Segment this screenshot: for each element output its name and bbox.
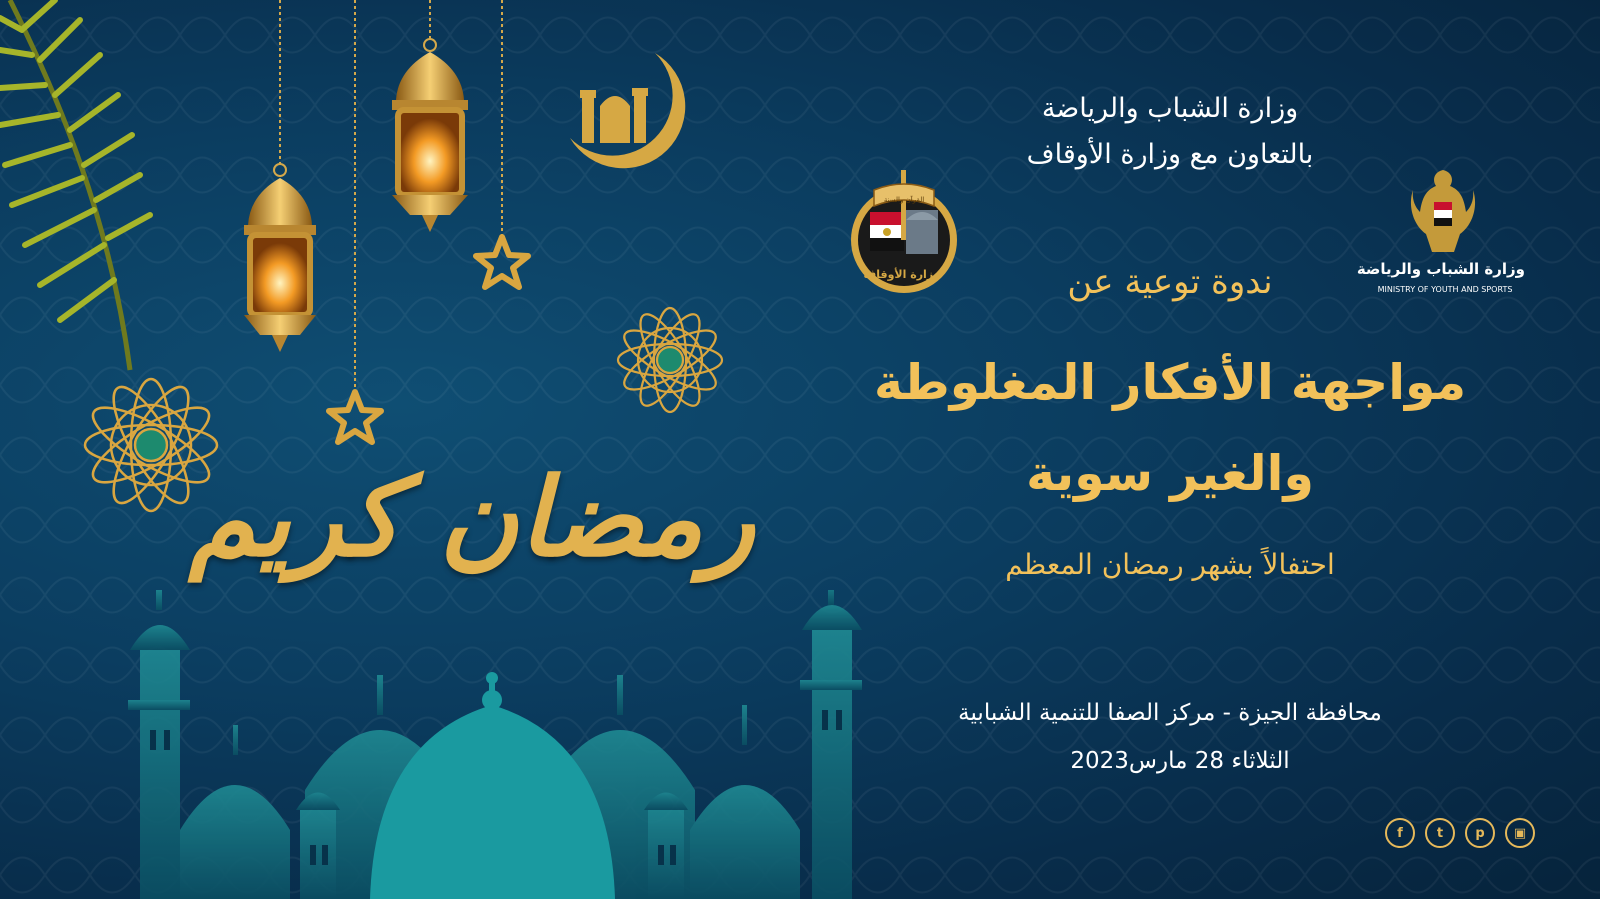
pinterest-icon[interactable]: p (1465, 818, 1495, 848)
youth-logo-name-ar: وزارة الشباب والرياضة (1356, 260, 1525, 278)
event-title-line1: مواجهة الأفكار المغلوطة (873, 354, 1467, 411)
event-title-line2: والغير سوية (1026, 445, 1314, 502)
lantern-left (244, 164, 316, 352)
youth-logo-name-en: MINISTRY OF YOUTH AND SPORTS (1377, 285, 1513, 294)
star-right (476, 237, 528, 287)
event-subtitle: ندوة توعية عن (1067, 262, 1273, 302)
social-icons (1385, 818, 1535, 848)
event-date: الثلاثاء 28 مارس2023 (1070, 748, 1290, 774)
ministry-header (990, 86, 1350, 178)
lantern-right (392, 39, 468, 232)
eagle-icon (1410, 168, 1476, 256)
twitter-icon[interactable]: t (1425, 818, 1455, 848)
ramadan-kareem-calligraphy: رمضان كريم (188, 455, 755, 581)
header-line1: وزارة الشباب والرياضة (1041, 93, 1299, 124)
instagram-icon[interactable]: ▣ (1505, 818, 1535, 848)
header-line2: بالتعاون مع وزارة الأوقاف (1026, 139, 1314, 170)
palm-leaf (0, 0, 160, 380)
ornament-right (612, 302, 728, 418)
hanging-lanterns (230, 0, 550, 450)
crescent-moon-icon (570, 48, 700, 183)
star-left (329, 392, 381, 442)
event-occasion: احتفالاً بشهر رمضان المعظم (1005, 548, 1335, 581)
facebook-icon[interactable]: f (1385, 818, 1415, 848)
awqaf-top-text: القرآن والسنة (883, 196, 925, 204)
mosque-silhouette (100, 590, 880, 899)
awqaf-logo (848, 170, 960, 296)
youth-sports-logo (1356, 168, 1525, 298)
event-location: محافظة الجيزة - مركز الصفا للتنمية الشبابية (958, 700, 1382, 726)
awqaf-bottom-text: وزارة الأوقاف (863, 268, 940, 281)
